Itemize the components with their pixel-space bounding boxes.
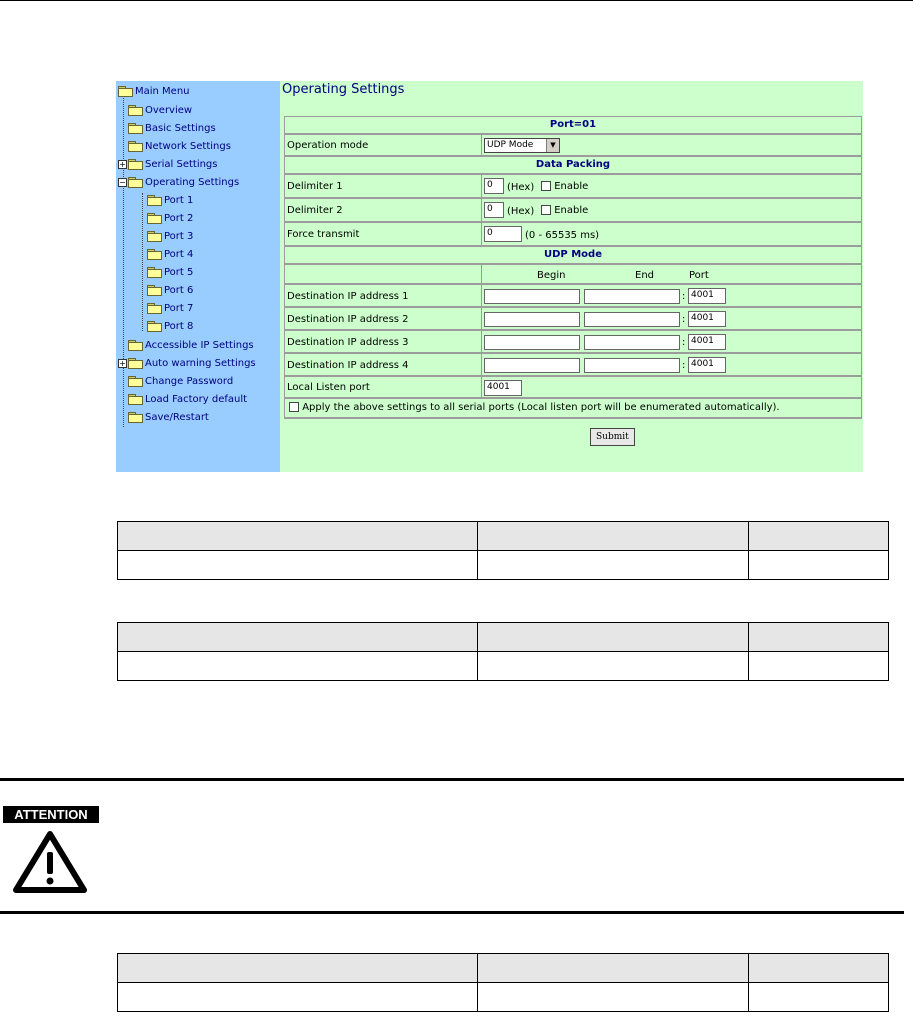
delimiter2-input[interactable]: 0 (484, 202, 504, 218)
folder-icon (147, 249, 161, 259)
hex-label: (Hex) (507, 206, 535, 217)
collapse-icon[interactable]: − (119, 177, 126, 187)
folder-icon (128, 123, 142, 133)
sidebar-main-menu[interactable]: Main Menu (118, 84, 190, 100)
divider (481, 331, 482, 352)
operation-mode-value: UDP Mode (487, 140, 534, 150)
operation-mode-label: Operation mode (287, 140, 369, 151)
tree-connector (123, 95, 124, 427)
divider (481, 135, 482, 155)
table-cell (749, 983, 889, 1012)
sidebar-item-load-factory[interactable]: Load Factory default (128, 392, 247, 408)
delimiter2-label: Delimiter 2 (287, 205, 343, 216)
hex-label: (Hex) (507, 182, 535, 193)
top-rule (0, 0, 913, 1)
folder-icon (147, 321, 161, 331)
dest-ip-label: Destination IP address 4 (287, 360, 409, 371)
table-cell (478, 652, 749, 681)
separator: : (682, 360, 686, 371)
expand-icon[interactable]: + (119, 159, 126, 169)
enable-label: Enable (554, 181, 589, 192)
dest-ip-end-input[interactable] (584, 358, 680, 373)
force-transmit-label: Force transmit (287, 229, 360, 240)
sidebar-item-port-3[interactable]: Port 3 (147, 229, 193, 245)
dest-ip-begin-input[interactable] (484, 335, 580, 350)
dest-ip-row (284, 330, 862, 353)
content-pane (280, 81, 863, 472)
folder-icon (147, 195, 161, 205)
sidebar-item-port-8[interactable]: Port 8 (147, 319, 193, 335)
divider (481, 199, 482, 221)
delimiter1-input[interactable]: 0 (484, 178, 504, 194)
enable-label: Enable (554, 205, 589, 216)
delimiter1-row (284, 174, 862, 198)
dest-ip-begin-input[interactable] (484, 358, 580, 373)
doc-table-3 (117, 953, 889, 1012)
table-cell (749, 522, 889, 551)
attention-bottom-rule (0, 911, 904, 914)
folder-icon (147, 231, 161, 241)
table-cell (749, 551, 889, 580)
udp-mode-header: UDP Mode (284, 246, 862, 264)
col-port: Port (689, 270, 709, 281)
folder-icon (128, 358, 142, 368)
apply-all-label: Apply the above settings to all serial ports (Local listen port will be enumerated automatically). (302, 402, 780, 413)
dest-port-input[interactable]: 4001 (688, 311, 726, 327)
dest-ip-row (284, 284, 862, 307)
dest-ip-label: Destination IP address 3 (287, 337, 409, 348)
apply-all-option[interactable] (289, 402, 780, 413)
col-begin: Begin (537, 270, 566, 281)
divider (481, 377, 482, 397)
data-packing-header: Data Packing (284, 156, 862, 174)
folder-icon (128, 141, 142, 151)
folder-icon (128, 394, 142, 404)
dest-ip-begin-input[interactable] (484, 312, 580, 327)
divider (481, 285, 482, 306)
warning-triangle-icon (10, 826, 90, 896)
dest-port-input[interactable]: 4001 (688, 288, 726, 304)
table-cell (478, 623, 749, 652)
folder-icon (147, 303, 161, 313)
sidebar-item-accessible-ip[interactable]: Accessible IP Settings (128, 338, 254, 354)
folder-icon (128, 159, 142, 169)
delimiter1-enable-checkbox[interactable] (541, 181, 551, 191)
folder-icon (147, 213, 161, 223)
divider (481, 308, 482, 329)
table-cell (478, 954, 749, 983)
force-transmit-row (284, 222, 862, 246)
attention-label: ATTENTION (3, 806, 99, 823)
sidebar-item-change-password[interactable]: Change Password (128, 374, 233, 390)
port-header: Port=01 (284, 116, 862, 134)
table-cell (118, 522, 478, 551)
sidebar-item-port-7[interactable]: Port 7 (147, 301, 193, 317)
table-cell (118, 954, 478, 983)
folder-icon (147, 285, 161, 295)
delimiter2-enable[interactable] (541, 205, 588, 216)
sidebar-item-port-4[interactable]: Port 4 (147, 247, 193, 263)
separator: : (682, 291, 686, 302)
sidebar-item-overview[interactable]: Overview (128, 103, 192, 119)
folder-icon (128, 376, 142, 386)
sidebar-item-serial-settings[interactable]: + Serial Settings (119, 159, 218, 170)
delimiter2-row (284, 198, 862, 222)
delimiter2-enable-checkbox[interactable] (541, 205, 551, 215)
delimiter1-label: Delimiter 1 (287, 181, 343, 192)
divider (481, 265, 482, 283)
dest-port-input[interactable]: 4001 (688, 334, 726, 350)
table-cell (749, 954, 889, 983)
sidebar-item-port-5[interactable]: Port 5 (147, 265, 193, 281)
dest-ip-end-input[interactable] (584, 335, 680, 350)
open-folder-icon (118, 86, 132, 96)
dest-ip-label: Destination IP address 2 (287, 314, 409, 325)
divider (481, 175, 482, 197)
table-cell (118, 551, 478, 580)
web-console-screenshot (116, 81, 863, 472)
table-cell (478, 983, 749, 1012)
table-cell (749, 652, 889, 681)
sidebar-item-auto-warning[interactable]: + Auto warning Settings (119, 358, 256, 369)
local-listen-row (284, 376, 862, 398)
attention-top-rule (0, 778, 904, 781)
divider (481, 223, 482, 245)
local-listen-label: Local Listen port (287, 382, 370, 393)
expand-icon[interactable]: + (119, 358, 126, 368)
folder-icon (128, 340, 142, 350)
sidebar-item-network-settings[interactable]: Network Settings (128, 139, 231, 155)
table-cell (118, 983, 478, 1012)
doc-table-1 (117, 521, 889, 580)
submit-row (284, 418, 862, 456)
dropdown-arrow-icon: ▼ (546, 139, 559, 152)
doc-table-2 (117, 622, 889, 681)
sidebar-item-port-6[interactable]: Port 6 (147, 283, 193, 299)
dest-port-input[interactable]: 4001 (688, 357, 726, 373)
table-cell (118, 652, 478, 681)
dest-ip-end-input[interactable] (584, 289, 680, 304)
udp-column-header-row (284, 264, 862, 284)
operation-mode-select[interactable] (484, 138, 560, 153)
local-listen-input[interactable]: 4001 (484, 380, 522, 396)
dest-ip-begin-input[interactable] (484, 289, 580, 304)
force-transmit-range: (0 - 65535 ms) (525, 230, 600, 241)
delimiter1-enable[interactable] (541, 181, 588, 192)
col-end: End (635, 270, 655, 281)
sidebar-item-save-restart[interactable]: Save/Restart (128, 410, 209, 426)
divider (481, 354, 482, 375)
tree-connector (142, 193, 143, 331)
dest-ip-label: Destination IP address 1 (287, 291, 409, 302)
sidebar (116, 81, 280, 472)
dest-ip-row (284, 307, 862, 330)
apply-all-checkbox[interactable] (289, 402, 299, 412)
sidebar-item-operating-settings[interactable]: − Operating Settings (119, 177, 240, 188)
separator: : (682, 337, 686, 348)
table-cell (118, 623, 478, 652)
folder-icon (128, 105, 142, 115)
dest-ip-end-input[interactable] (584, 312, 680, 327)
folder-icon (128, 412, 142, 422)
submit-button[interactable]: Submit (590, 428, 635, 446)
page-title: Operating Settings (282, 82, 405, 97)
apply-all-row (284, 398, 862, 418)
dest-ip-row (284, 353, 862, 376)
sidebar-item-port-1[interactable]: Port 1 (147, 193, 193, 209)
table-cell (478, 551, 749, 580)
sidebar-item-port-2[interactable]: Port 2 (147, 211, 193, 227)
folder-icon (147, 267, 161, 277)
sidebar-item-basic-settings[interactable]: Basic Settings (128, 121, 216, 137)
force-transmit-input[interactable]: 0 (484, 226, 522, 242)
table-cell (749, 623, 889, 652)
separator: : (682, 314, 686, 325)
open-folder-icon (128, 177, 142, 187)
table-cell (478, 522, 749, 551)
operation-mode-row (284, 134, 862, 156)
